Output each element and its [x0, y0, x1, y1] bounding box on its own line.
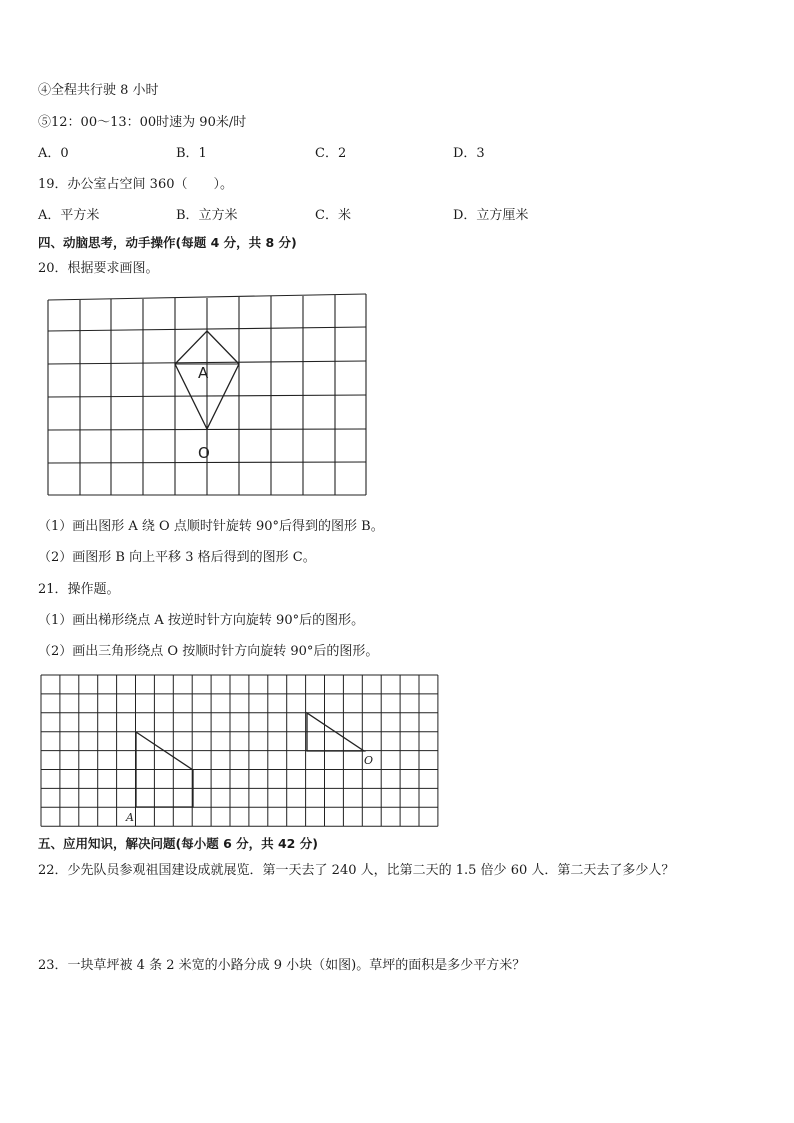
- question-23: 23．一块草坪被 4 条 2 米宽的小路分成 9 小块（如图)。草坪的面积是多少平方米？: [38, 958, 526, 973]
- q19-option-c[interactable]: C．米: [315, 208, 351, 223]
- q18-option-d[interactable]: D．3: [453, 146, 485, 161]
- question-20-part-1: （1）画出图形 A 绕 O 点顺时针旋转 90°后得到的图形 B。: [38, 519, 384, 534]
- question-21-part-1: （1）画出梯形绕点 A 按逆时针方向旋转 90°后的图形。: [38, 613, 365, 628]
- q19-option-b[interactable]: B．立方米: [176, 208, 238, 223]
- question-20-part-2: （2）画图形 B 向上平移 3 格后得到的图形 C。: [38, 550, 316, 565]
- grid-lines: [41, 675, 438, 826]
- label-a: A: [126, 811, 134, 824]
- question-21-part-2: （2）画出三角形绕点 O 按顺时针方向旋转 90°后的图形。: [38, 644, 379, 659]
- item-4: ④全程共行驶 8 小时: [38, 83, 159, 98]
- q18-option-a[interactable]: A．0: [38, 146, 69, 161]
- q19-option-a[interactable]: A．平方米: [38, 208, 100, 223]
- rotation-grid-figure-2: [40, 673, 440, 833]
- item-5: ⑤12：00～13：00时速为 90米/时: [38, 115, 247, 130]
- question-20: 20．根据要求画图。: [38, 261, 159, 276]
- question-19: 19．办公室占空间 360（ ）。: [38, 177, 233, 192]
- rotation-grid-figure-1: [44, 290, 370, 500]
- grid-lines: [48, 294, 366, 495]
- q19-option-d[interactable]: D．立方厘米: [453, 208, 529, 223]
- question-21: 21．操作题。: [38, 582, 120, 597]
- label-o: O: [364, 754, 374, 767]
- q18-option-c[interactable]: C．2: [315, 146, 347, 161]
- q18-option-b[interactable]: B．1: [176, 146, 207, 161]
- label-o: O: [198, 444, 210, 462]
- section-5-heading: 五、应用知识，解决问题(每小题 6 分，共 42 分): [38, 836, 318, 851]
- question-22: 22．少先队员参观祖国建设成就展览．第一天去了 240 人，比第二天的 1.5 倍少 60 人．第二天去了多少人？: [38, 863, 675, 878]
- label-a: A: [198, 364, 209, 382]
- section-4-heading: 四、动脑思考，动手操作(每题 4 分，共 8 分): [38, 235, 297, 250]
